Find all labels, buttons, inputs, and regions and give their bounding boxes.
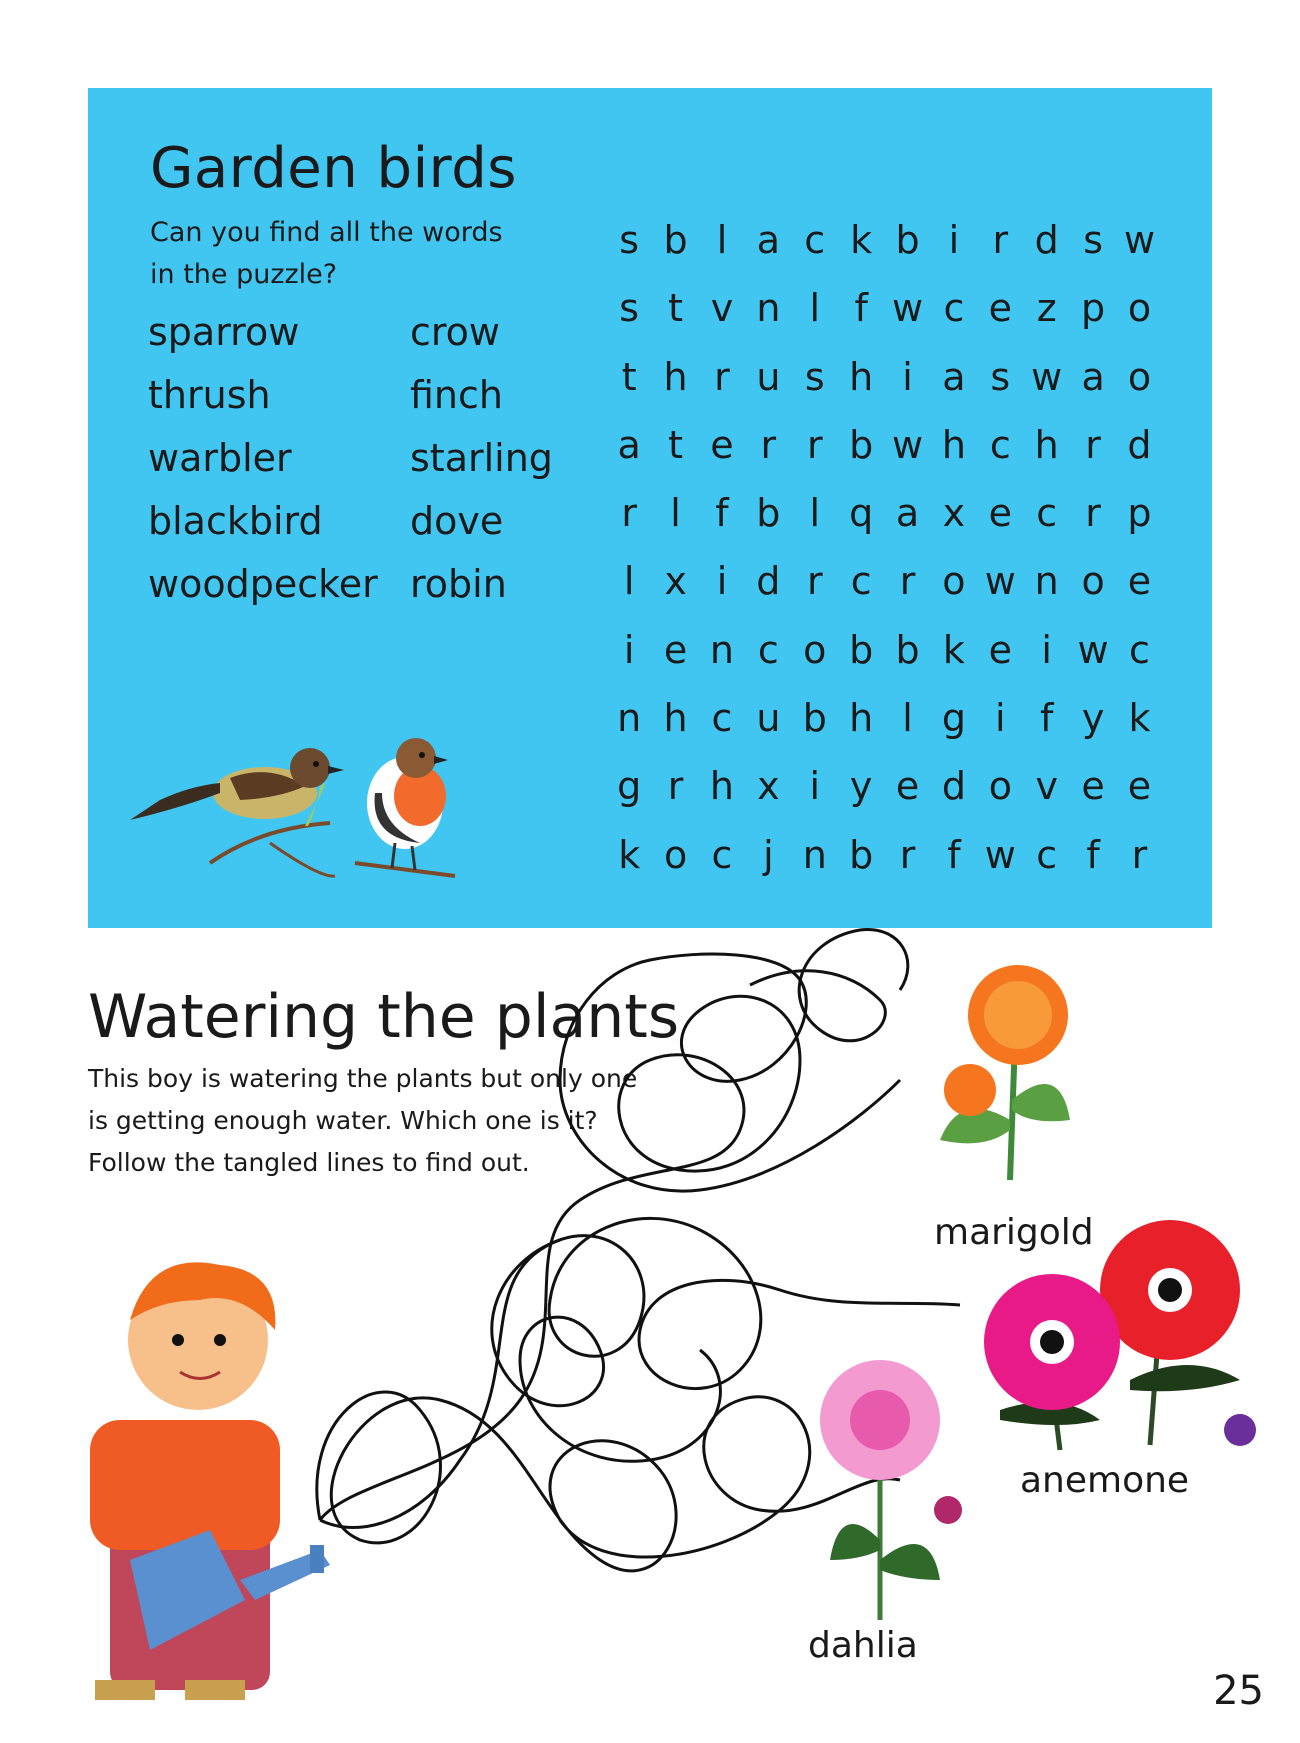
grid-letter: n [756,286,781,331]
grid-letter: h [709,764,735,809]
grid-letter: t [668,286,684,331]
anemone-label: anemone [1020,1460,1190,1501]
grid-letter: y [1081,696,1105,741]
grid-letter: n [617,696,642,741]
grid-letter: a [756,218,781,262]
grid-letter: c [1129,627,1150,672]
grid-letter: h [849,354,874,399]
word-search-title: Garden birds [150,136,517,201]
grid-letter: f [854,286,868,331]
dahlia-illustration [820,1360,962,1620]
word-search-instructions: Can you find all the words in the puzzle? [150,217,503,290]
grid-letter: w [1077,627,1109,672]
page-number: 25 [1213,1668,1264,1714]
grid-letter: i [716,559,728,604]
grid-letter: f [947,832,961,877]
grid-letter: r [760,422,777,467]
grid-letter: b [663,218,688,262]
word-item: finch [410,373,503,417]
grid-letter: f [1040,696,1054,741]
grid-letter: i [902,354,913,399]
grid-letter: v [710,286,734,331]
grid-letter: c [711,832,733,877]
grid-letter: r [899,832,916,877]
grid-letter: n [709,627,735,672]
word-item: dove [410,499,504,543]
grid-letter: k [1128,696,1151,741]
grid-letter: l [809,286,821,331]
grid-letter: c [1036,832,1058,877]
grid-letter: o [1127,286,1152,331]
grid-letter: l [902,696,913,741]
grid-letter: j [763,832,774,877]
grid-letter: b [849,627,874,672]
grid-letter: c [850,559,872,604]
grid-letter: r [667,764,684,809]
grid-letter: r [714,354,730,399]
grid-letter: s [804,354,825,399]
grid-letter: e [988,491,1013,536]
grid-letter: c [1036,491,1058,536]
grid-letter: a [1081,354,1105,399]
grid-letter: p [1127,491,1152,536]
grid-letter: d [1034,218,1059,262]
grid-letter: o [663,832,688,877]
grid-letter: w [891,422,924,467]
grid-letter: h [849,696,874,741]
grid-letter: f [715,491,729,536]
grid-letter: o [942,559,966,604]
grid-letter: x [757,764,780,809]
grid-letter: r [806,422,823,467]
grid-letter: g [941,696,966,741]
word-item: warbler [148,436,292,480]
grid-letter: g [617,764,642,809]
grid-letter: a [617,422,641,467]
grid-letter: o [988,764,1012,809]
grid-letter: d [1127,422,1152,467]
grid-letter: b [849,422,874,467]
grid-letter: c [804,218,826,262]
grid-letter: i [995,696,1006,741]
word-item: blackbird [148,499,323,543]
grid-letter: o [1127,354,1152,399]
grid-letter: e [710,422,734,467]
grid-letter: w [984,832,1016,877]
grid-letter: e [988,286,1013,331]
grid-letter: u [756,354,781,399]
grid-letter: d [756,559,781,604]
grid-letter: b [756,491,781,536]
word-item: crow [410,310,501,354]
grid-letter: c [757,627,779,672]
grid-letter: b [895,218,920,262]
grid-letter: b [802,696,827,741]
grid-letter: q [849,491,874,536]
grid-letter: k [942,627,965,672]
maze-instructions: This boy is watering the plants but only one is getting enough water. Which one is it? Follow the tangled lines to find out. [88,1064,638,1177]
grid-letter: e [895,764,920,809]
grid-letter: e [988,627,1013,672]
grid-letter: s [619,286,640,331]
grid-letter: r [899,559,916,604]
grid-letter: h [941,422,966,467]
word-item: sparrow [148,310,300,354]
grid-letter: r [621,491,637,536]
grid-letter: w [1123,218,1156,262]
grid-letter: c [711,696,733,741]
grid-letter: n [802,832,827,877]
grid-letter: z [1036,286,1057,331]
grid-letter: k [618,832,641,877]
grid-letter: r [1085,491,1101,536]
grid-letter: r [992,218,1009,262]
grid-letter: f [1086,832,1100,877]
marigold-label: marigold [934,1212,1094,1253]
grid-letter: x [664,559,687,604]
grid-letter: w [984,559,1016,604]
grid-letter: l [809,491,821,536]
word-item: woodpecker [148,562,378,606]
word-item: thrush [148,373,271,417]
grid-letter: l [623,559,635,604]
word-item: starling [410,436,553,480]
grid-letter: p [1081,286,1106,331]
grid-letter: i [623,627,635,672]
grid-letter: h [663,354,688,399]
grid-letter: b [849,832,874,877]
grid-letter: d [941,764,966,809]
grid-letter: b [895,627,920,672]
maze-title: Watering the plants [88,982,680,1052]
dahlia-label: dahlia [808,1625,918,1666]
grid-letter: r [806,559,823,604]
anemone-illustration [984,1220,1256,1450]
grid-letter: k [850,218,873,262]
grid-letter: w [891,286,924,331]
grid-letter: e [1081,764,1105,809]
grid-letter: s [990,354,1011,399]
grid-letter: i [809,764,821,809]
word-item: robin [410,562,507,606]
grid-letter: t [668,422,684,467]
grid-letter: e [1127,559,1152,604]
grid-letter: u [756,696,781,741]
grid-letter: r [1085,422,1101,467]
grid-letter: r [1131,832,1148,877]
grid-letter: l [670,491,681,536]
grid-letter: s [619,218,640,262]
grid-letter: i [1041,627,1052,672]
grid-letter: c [989,422,1011,467]
marigold-illustration [940,965,1070,1180]
grid-letter: w [1031,354,1063,399]
grid-letter: e [1127,764,1152,809]
grid-letter: a [942,354,966,399]
grid-letter: x [942,491,966,536]
grid-letter: i [948,218,960,262]
grid-letter: h [1034,422,1059,467]
grid-letter: e [663,627,688,672]
grid-letter: n [1034,559,1059,604]
grid-letter: c [943,286,965,331]
grid-letter: o [803,627,827,672]
grid-letter: y [849,764,873,809]
grid-letter: h [663,696,688,741]
boy-illustration [90,1262,330,1700]
grid-letter: a [895,491,920,536]
grid-letter: s [1083,218,1103,262]
grid-letter: o [1081,559,1105,604]
grid-letter: v [1035,764,1058,809]
grid-letter: l [716,218,728,262]
grid-letter: t [621,354,637,399]
